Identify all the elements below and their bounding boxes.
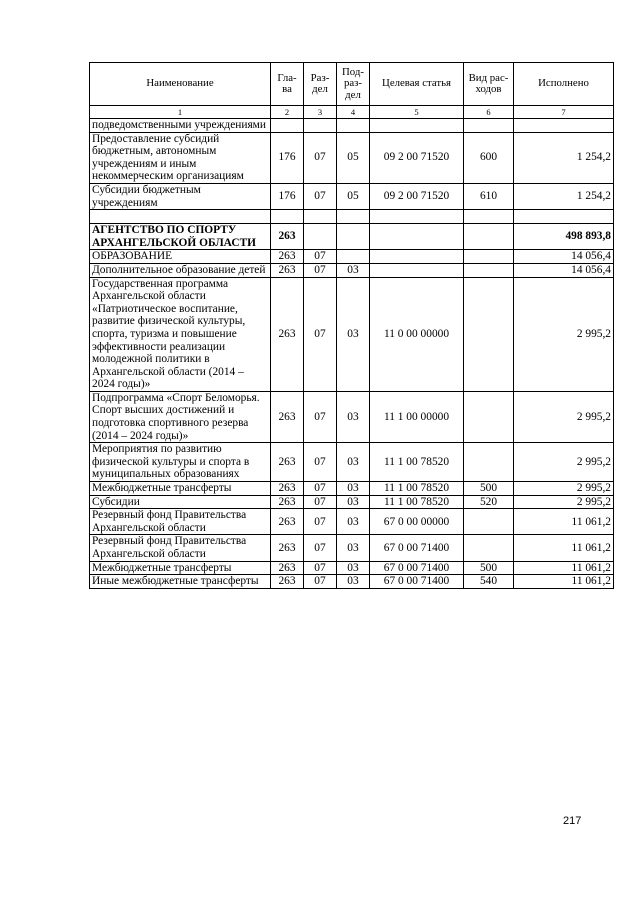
table-row <box>90 391 614 442</box>
row-chapter: 176 <box>271 132 304 183</box>
row-section: 07 <box>304 495 337 509</box>
row-subsection: 03 <box>337 443 370 482</box>
row-chapter: 263 <box>271 561 304 575</box>
table-row <box>90 119 614 133</box>
row-chapter: 176 <box>271 183 304 209</box>
table-row-blank <box>90 210 614 224</box>
row-expense-type: 500 <box>464 482 514 496</box>
table-row <box>90 250 614 264</box>
header-expense-type: Вид рас-ходов <box>464 63 514 106</box>
row-subsection <box>337 250 370 264</box>
table-row <box>90 482 614 496</box>
row-target <box>370 250 464 264</box>
row-name: ОБРАЗОВАНИЕ <box>90 250 271 264</box>
row-target: 09 2 00 71520 <box>370 132 464 183</box>
row-expense-type <box>464 263 514 277</box>
row-chapter: 263 <box>271 482 304 496</box>
row-target: 67 0 00 71400 <box>370 535 464 561</box>
row-name: Резервный фонд Правительства Архангельской области <box>90 509 271 535</box>
row-chapter: 263 <box>271 443 304 482</box>
row-name: Субсидии бюджетным учреждениям <box>90 183 271 209</box>
row-section: 07 <box>304 263 337 277</box>
row-target: 67 0 00 00000 <box>370 509 464 535</box>
row-executed: 2 995,2 <box>514 495 614 509</box>
row-executed: 2 995,2 <box>514 443 614 482</box>
row-section: 07 <box>304 482 337 496</box>
row-name: Межбюджетные трансферты <box>90 482 271 496</box>
row-expense-type <box>464 535 514 561</box>
row-target: 11 1 00 78520 <box>370 482 464 496</box>
row-section <box>304 224 337 250</box>
row-chapter <box>271 119 304 133</box>
row-target: 67 0 00 71400 <box>370 575 464 589</box>
row-subsection: 05 <box>337 183 370 209</box>
row-target: 11 1 00 00000 <box>370 391 464 442</box>
row-subsection: 03 <box>337 561 370 575</box>
row-name: Предоставление субсидий бюджетным, автономным учреждениям и иным некоммерческим организациям <box>90 132 271 183</box>
header-row <box>90 63 614 106</box>
row-chapter: 263 <box>271 495 304 509</box>
row-subsection: 03 <box>337 263 370 277</box>
table-row <box>90 263 614 277</box>
row-executed: 11 061,2 <box>514 575 614 589</box>
row-chapter: 263 <box>271 263 304 277</box>
row-subsection: 03 <box>337 391 370 442</box>
row-subsection <box>337 119 370 133</box>
row-subsection: 03 <box>337 277 370 391</box>
row-executed <box>514 210 614 224</box>
row-target <box>370 119 464 133</box>
row-expense-type: 600 <box>464 132 514 183</box>
row-chapter: 263 <box>271 535 304 561</box>
row-executed: 11 061,2 <box>514 535 614 561</box>
row-name <box>90 210 271 224</box>
row-target: 11 1 00 78520 <box>370 495 464 509</box>
row-subsection: 05 <box>337 132 370 183</box>
row-executed: 14 056,4 <box>514 263 614 277</box>
row-expense-type <box>464 119 514 133</box>
row-executed <box>514 119 614 133</box>
column-number: 2 <box>271 106 304 119</box>
row-subsection <box>337 210 370 224</box>
row-name: Межбюджетные трансферты <box>90 561 271 575</box>
table-row <box>90 575 614 589</box>
row-name: Мероприятия по развитию физической культуры и спорта в муниципальных образованиях <box>90 443 271 482</box>
row-section: 07 <box>304 391 337 442</box>
row-executed: 2 995,2 <box>514 482 614 496</box>
row-subsection: 03 <box>337 509 370 535</box>
row-target <box>370 210 464 224</box>
row-subsection: 03 <box>337 482 370 496</box>
row-subsection: 03 <box>337 535 370 561</box>
row-chapter: 263 <box>271 224 304 250</box>
header-section: Раз-дел <box>304 63 337 106</box>
table-row-agency <box>90 224 614 250</box>
row-section: 07 <box>304 277 337 391</box>
row-section: 07 <box>304 509 337 535</box>
column-number-row <box>90 106 614 119</box>
row-section: 07 <box>304 443 337 482</box>
row-chapter: 263 <box>271 277 304 391</box>
row-expense-type <box>464 391 514 442</box>
row-section: 07 <box>304 132 337 183</box>
row-chapter <box>271 210 304 224</box>
row-target <box>370 263 464 277</box>
row-chapter: 263 <box>271 391 304 442</box>
row-target: 67 0 00 71400 <box>370 561 464 575</box>
row-section: 07 <box>304 183 337 209</box>
header-target: Целевая статья <box>370 63 464 106</box>
row-expense-type <box>464 250 514 264</box>
row-name: Государственная программа Архангельской области «Патриотическое воспитание, развитие физической культуры, спорта, туризма и повышение эффективности реализации молодежной политики в Архангельской области (2014 – 2024 годы)» <box>90 277 271 391</box>
row-executed: 1 254,2 <box>514 132 614 183</box>
page-number: 217 <box>563 815 582 827</box>
row-section <box>304 210 337 224</box>
row-expense-type: 500 <box>464 561 514 575</box>
row-expense-type <box>464 210 514 224</box>
header-name: Наименование <box>90 63 271 106</box>
row-expense-type <box>464 277 514 391</box>
column-number: 7 <box>514 106 614 119</box>
budget-table <box>89 62 614 589</box>
column-number: 4 <box>337 106 370 119</box>
row-section: 07 <box>304 535 337 561</box>
row-target: 11 1 00 78520 <box>370 443 464 482</box>
row-executed: 2 995,2 <box>514 391 614 442</box>
row-name: Подпрограмма «Спорт Беломорья. Спорт высших достижений и подготовка спортивного резерва (2014 – 2024 годы)» <box>90 391 271 442</box>
row-name: Резервный фонд Правительства Архангельской области <box>90 535 271 561</box>
row-section: 07 <box>304 250 337 264</box>
row-chapter: 263 <box>271 575 304 589</box>
row-expense-type <box>464 224 514 250</box>
header-chapter: Гла-ва <box>271 63 304 106</box>
table-row <box>90 535 614 561</box>
row-expense-type: 610 <box>464 183 514 209</box>
table-row <box>90 132 614 183</box>
row-executed: 14 056,4 <box>514 250 614 264</box>
row-subsection: 03 <box>337 495 370 509</box>
row-expense-type <box>464 509 514 535</box>
table-row <box>90 561 614 575</box>
column-number: 1 <box>90 106 271 119</box>
row-target <box>370 224 464 250</box>
row-target: 09 2 00 71520 <box>370 183 464 209</box>
row-executed: 11 061,2 <box>514 509 614 535</box>
row-expense-type: 520 <box>464 495 514 509</box>
row-name: Субсидии <box>90 495 271 509</box>
column-number: 3 <box>304 106 337 119</box>
row-section <box>304 119 337 133</box>
row-expense-type: 540 <box>464 575 514 589</box>
row-chapter: 263 <box>271 250 304 264</box>
row-name: Иные межбюджетные трансферты <box>90 575 271 589</box>
table-row <box>90 443 614 482</box>
row-section: 07 <box>304 575 337 589</box>
header-subsection: Под-раз-дел <box>337 63 370 106</box>
row-chapter: 263 <box>271 509 304 535</box>
table-row <box>90 277 614 391</box>
row-name: Дополнительное образование детей <box>90 263 271 277</box>
header-executed: Исполнено <box>514 63 614 106</box>
column-number: 5 <box>370 106 464 119</box>
row-name: АГЕНТСТВО ПО СПОРТУ АРХАНГЕЛЬСКОЙ ОБЛАСТИ <box>90 224 271 250</box>
row-subsection: 03 <box>337 575 370 589</box>
row-section: 07 <box>304 561 337 575</box>
column-number: 6 <box>464 106 514 119</box>
row-expense-type <box>464 443 514 482</box>
table-row <box>90 495 614 509</box>
row-executed: 1 254,2 <box>514 183 614 209</box>
table-row <box>90 509 614 535</box>
table-row <box>90 183 614 209</box>
row-subsection <box>337 224 370 250</box>
row-name: подведомственными учреждениями <box>90 119 271 133</box>
row-target: 11 0 00 00000 <box>370 277 464 391</box>
row-executed: 498 893,8 <box>514 224 614 250</box>
row-executed: 11 061,2 <box>514 561 614 575</box>
row-executed: 2 995,2 <box>514 277 614 391</box>
